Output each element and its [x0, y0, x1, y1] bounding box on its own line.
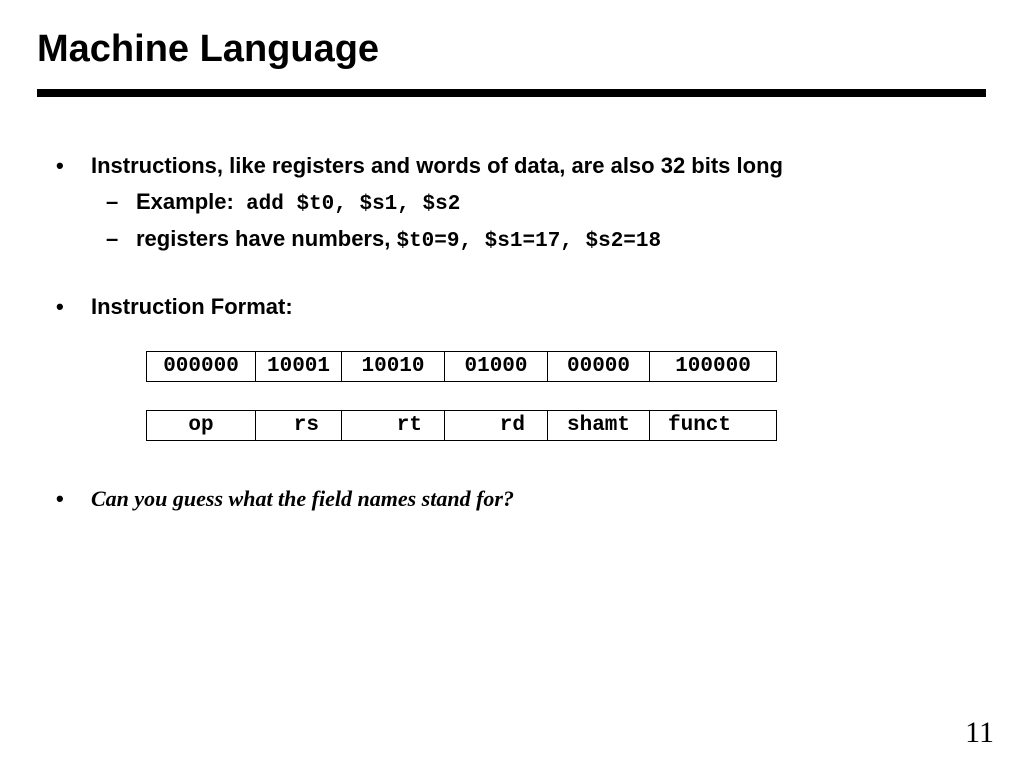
bullet-marker: • — [56, 294, 64, 319]
dash-marker: – — [106, 189, 119, 214]
bits-rs-cell: 10001 — [256, 352, 342, 382]
bullet-marker: • — [56, 153, 64, 178]
example-code: add $t0, $s1, $s2 — [246, 193, 461, 216]
field-funct-cell: funct — [650, 411, 777, 441]
bullet-field-names-question: Can you guess what the field names stand for? — [91, 486, 514, 511]
title-underline — [37, 89, 986, 97]
field-rt-cell: rt — [342, 411, 445, 441]
slide-title: Machine Language — [37, 28, 380, 70]
register-numbers-label: registers have numbers, — [136, 226, 391, 251]
bits-rd-cell: 01000 — [445, 352, 548, 382]
field-names-table — [146, 410, 777, 441]
bits-shamt-cell: 00000 — [548, 352, 650, 382]
field-shamt-cell: shamt — [548, 411, 650, 441]
bits-rt-cell: 10010 — [342, 352, 445, 382]
field-op-cell: op — [147, 411, 256, 441]
bits-funct-cell: 100000 — [650, 352, 777, 382]
field-rs-cell: rs — [256, 411, 342, 441]
bullet-instructions-32-bits: Instructions, like registers and words of data, are also 32 bits long — [91, 153, 783, 178]
bullet-marker: • — [56, 486, 64, 511]
field-names-row — [147, 411, 777, 441]
sub-bullet-register-numbers — [136, 225, 661, 256]
register-numbers-code: $t0=9, $s1=17, $s2=18 — [396, 230, 662, 253]
instruction-bits-row — [147, 352, 777, 382]
bullet-instruction-format: Instruction Format: — [91, 294, 293, 319]
sub-bullet-example — [136, 188, 460, 219]
example-label: Example: — [136, 189, 234, 214]
instruction-bits-table — [146, 351, 777, 382]
dash-marker: – — [106, 226, 119, 251]
bits-op-cell: 000000 — [147, 352, 256, 382]
page-number: 11 — [965, 716, 994, 749]
field-rd-cell: rd — [445, 411, 548, 441]
